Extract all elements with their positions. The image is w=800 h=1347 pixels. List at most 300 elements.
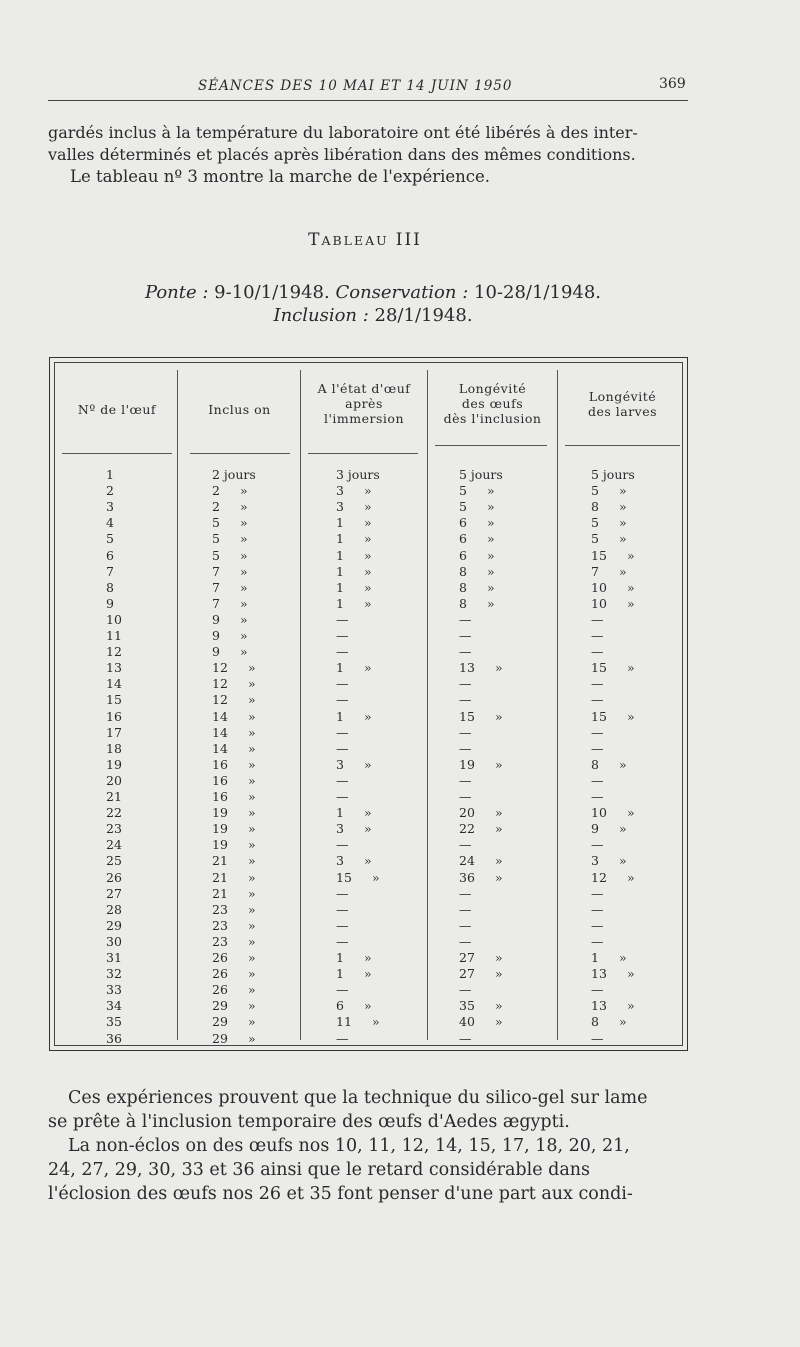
egg-state-cell: 1 [336,531,344,547]
ditto-mark: » [487,515,495,531]
egg-longevity-cell: 22 [459,821,475,837]
ditto-mark: » [240,515,248,531]
egg-number-cell: 31 [106,950,122,965]
ditto-mark: » [240,611,248,627]
egg-longevity-cell: — [459,628,472,643]
running-title: SÉANCES DES 10 MAI ET 14 JUIN 1950 [198,78,513,94]
egg-state-cell: — [336,644,349,660]
ponte-label: Ponte : [144,282,209,303]
ditto-mark: » [487,547,495,563]
ditto-mark: » [495,756,503,772]
ditto-mark: » [240,531,248,547]
ditto-mark: » [248,756,256,772]
ditto-mark: » [364,499,372,515]
ditto-mark: » [364,853,372,869]
larva-longevity-cell: — [591,676,604,692]
table-title [0,230,730,250]
egg-state-cell: 3 [336,483,344,499]
larva-longevity-cell: — [591,611,604,627]
egg-longevity-cell: 8 [459,563,467,579]
ditto-mark: » [240,595,248,611]
included-on-cell: 14 [212,724,228,740]
header-rule [62,453,172,454]
ditto-mark: » [627,869,635,885]
egg-number-cell: 22 [106,805,122,821]
ditto-mark: » [248,821,256,837]
ditto-mark: » [248,966,256,982]
egg-longevity-cell: — [459,982,472,998]
egg-state-cell: — [336,917,349,933]
egg-longevity-cell: — [459,1030,472,1046]
egg-number-cell: 33 [106,982,122,998]
ditto-mark: » [627,966,635,982]
included-on-cell: 21 [212,869,228,885]
larva-longevity-cell: — [591,724,604,740]
included-on-cell: 26 [212,982,228,998]
ditto-mark: » [627,547,635,563]
egg-longevity-cell: — [459,676,472,692]
egg-longevity-cell: 5 [459,483,467,499]
egg-number-cell: 16 [106,708,122,724]
egg-state-cell: 6 [336,998,344,1014]
ditto-mark: » [495,821,503,837]
egg-number-cell: 27 [106,885,122,901]
closing-line: La non-éclos on des œufs nos 10, 11, 12, 14, 15, 17, 18, 20, 21, [68,1136,630,1156]
egg-state-cell: — [336,740,349,756]
egg-state-cell: 3 [336,821,344,837]
ditto-mark: » [495,708,503,724]
egg-number-cell: 1 [106,467,114,482]
larva-longevity-cell: 5 [591,515,599,531]
ditto-mark: » [248,708,256,724]
ditto-mark: » [364,708,372,724]
closing-line: l'éclosion des œufs nos 26 et 35 font penser d'une part aux condi- [48,1184,633,1204]
egg-state-cell: 1 [336,563,344,579]
egg-longevity-cell: — [459,611,472,627]
larva-longevity-cell: — [591,982,604,998]
ditto-mark: » [240,644,248,660]
larva-longevity-cell: — [591,901,604,917]
inclusion-label: Inclusion : [273,305,369,326]
conservation-value: 10-28/1/1948. [474,282,602,303]
ditto-mark: » [248,917,256,933]
running-head [48,76,688,101]
included-on-cell: 5 [212,547,220,563]
egg-number-cell: 8 [106,579,114,595]
egg-state-cell: 1 [336,708,344,724]
larva-longevity-cell: 3 [591,853,599,869]
ditto-mark: » [248,1014,256,1030]
egg-longevity-cell: — [459,885,472,901]
ditto-mark: » [364,515,372,531]
included-on-cell: 21 [212,885,228,901]
included-on-cell: 7 [212,595,220,611]
included-on-cell: 26 [212,966,228,982]
included-on-cell: 16 [212,756,228,772]
included-on-cell: 7 [212,579,220,595]
egg-state-cell: 3 [336,499,344,515]
header-egg-number: Nº de l'œuf [77,402,157,417]
egg-longevity-cell: — [459,644,472,660]
ditto-mark: » [619,531,627,547]
ditto-mark: » [495,950,503,965]
egg-number-cell: 21 [106,789,122,804]
ditto-mark: » [627,998,635,1014]
inclusion-value: 28/1/1948. [374,305,473,326]
included-on-cell: 29 [212,1030,228,1046]
included-on-cell: 19 [212,805,228,821]
egg-state-cell: — [336,628,349,643]
header-rule [308,453,418,454]
egg-longevity-cell: — [459,933,472,949]
ditto-mark: » [248,950,256,965]
egg-number-cell: 4 [106,515,114,531]
ditto-mark: » [619,1014,627,1030]
egg-longevity-cell: — [459,740,472,756]
ditto-mark: » [248,869,256,885]
included-on-cell: 9 [212,644,220,660]
ditto-mark: » [372,1014,380,1030]
egg-state-cell: — [336,676,349,692]
ditto-mark: » [487,499,495,515]
ditto-mark: » [487,563,495,579]
included-on-cell: 26 [212,950,228,965]
page-number: 369 [659,76,686,92]
egg-longevity-cell: 24 [459,853,475,869]
intro-line: valles déterminés et placés après libération dans des mêmes conditions. [48,145,636,164]
ditto-mark: » [495,869,503,885]
ditto-mark: » [627,579,635,595]
larva-longevity-cell: 9 [591,821,599,837]
larva-longevity-cell: 8 [591,756,599,772]
ditto-mark: » [364,805,372,821]
ditto-mark: » [495,660,503,676]
egg-longevity-cell: — [459,692,472,708]
ditto-mark: » [364,821,372,837]
egg-longevity-cell: 6 [459,531,467,547]
closing-line: Ces expériences prouvent que la technique du silico-gel sur lame [68,1088,648,1108]
ditto-mark: » [240,483,248,499]
egg-longevity-cell: 8 [459,595,467,611]
larva-longevity-cell: — [591,933,604,949]
egg-number-cell: 5 [106,531,114,547]
header-larva-longevity: Longévité des larves [587,389,658,419]
egg-number-cell: 14 [106,676,122,692]
included-on-cell: 23 [212,933,228,949]
included-on-cell: 19 [212,837,228,853]
ditto-mark: » [364,756,372,772]
ditto-mark: » [619,499,627,515]
column-divider [177,370,178,1040]
ditto-mark: » [495,1014,503,1030]
egg-number-cell: 36 [106,1030,122,1046]
egg-state-cell: — [336,611,349,627]
larva-longevity-cell: 15 [591,547,607,563]
egg-longevity-cell: — [459,917,472,933]
ditto-mark: » [364,966,372,982]
larva-longevity-cell: 5 [591,531,599,547]
larva-longevity-cell: 10 [591,595,607,611]
egg-longevity-cell: 35 [459,998,475,1014]
table-title-cap: T [308,230,322,250]
egg-number-cell: 3 [106,499,114,515]
ditto-mark: » [364,531,372,547]
larva-longevity-cell: — [591,885,604,901]
included-on-cell: 5 [212,531,220,547]
egg-state-cell: 1 [336,660,344,676]
ditto-mark: » [364,660,372,676]
egg-number-cell: 26 [106,869,122,885]
column-divider [300,370,301,1040]
egg-state-cell: — [336,933,349,949]
egg-state-cell: — [336,1030,349,1046]
egg-longevity-cell: 5 [459,499,467,515]
ditto-mark: » [619,563,627,579]
intro-paragraph [48,122,693,188]
egg-longevity-cell: 20 [459,805,475,821]
larva-longevity-cell: — [591,740,604,756]
ditto-mark: » [248,853,256,869]
header-egg-state: A l'état d'œuf après l'immersion [317,381,411,426]
included-on-cell: 29 [212,998,228,1014]
egg-longevity-cell: — [459,837,472,853]
ditto-mark: » [627,805,635,821]
ditto-mark: » [248,885,256,901]
ditto-mark: » [364,595,372,611]
egg-longevity-cell: — [459,724,472,740]
larva-longevity-cell: 12 [591,869,607,885]
included-on-cell: 12 [212,692,228,708]
larva-longevity-cell: — [591,917,604,933]
egg-number-cell: 23 [106,821,122,837]
included-on-cell: 9 [212,628,220,643]
egg-state-cell: 15 [336,869,352,885]
egg-state-cell: — [336,837,349,853]
ditto-mark: » [364,950,372,965]
ditto-mark: » [248,933,256,949]
ditto-mark: » [248,789,256,804]
ditto-mark: » [248,740,256,756]
egg-state-cell: 3 [336,756,344,772]
ditto-mark: » [627,595,635,611]
egg-longevity-cell: 8 [459,579,467,595]
conservation-label: Conservation : [335,282,469,303]
egg-state-cell: 1 [336,547,344,563]
larva-longevity-cell: — [591,837,604,853]
included-on-cell: 2 [212,483,220,499]
egg-state-cell: — [336,982,349,998]
header-rule [565,445,680,446]
egg-state-cell: — [336,885,349,901]
ditto-mark: » [240,563,248,579]
larva-longevity-cell: — [591,628,604,643]
included-on-cell: 12 [212,660,228,676]
ditto-mark: » [364,579,372,595]
ditto-mark: » [248,805,256,821]
ditto-mark: » [627,708,635,724]
included-on-cell: 16 [212,789,228,804]
ditto-mark: » [248,772,256,788]
egg-number-cell: 32 [106,966,122,982]
larva-longevity-cell: 7 [591,563,599,579]
included-on-cell: 14 [212,740,228,756]
header-rule [435,445,547,446]
egg-number-cell: 9 [106,595,114,611]
egg-number-cell: 11 [106,628,122,643]
ditto-mark: » [619,483,627,499]
egg-number-cell: 19 [106,756,122,772]
included-on-cell: 14 [212,708,228,724]
egg-number-cell: 30 [106,933,122,949]
included-on-cell: 23 [212,917,228,933]
larva-longevity-cell: 10 [591,805,607,821]
included-on-cell: 7 [212,563,220,579]
table-title-numeral: III [395,230,422,250]
egg-number-cell: 17 [106,724,122,740]
larva-longevity-cell: 15 [591,708,607,724]
included-on-cell: 2 jours [212,467,256,482]
ditto-mark: » [240,499,248,515]
ditto-mark: » [619,853,627,869]
ditto-mark: » [495,853,503,869]
egg-state-cell: 1 [336,966,344,982]
egg-longevity-cell: 27 [459,950,475,965]
egg-longevity-cell: 19 [459,756,475,772]
egg-longevity-cell: — [459,901,472,917]
larva-longevity-cell: 13 [591,998,607,1014]
egg-longevity-cell: 6 [459,547,467,563]
larva-longevity-cell: — [591,772,604,788]
ditto-mark: » [248,724,256,740]
egg-number-cell: 6 [106,547,114,563]
egg-longevity-cell: 36 [459,869,475,885]
table-title-rest: ABLEAU [321,233,389,248]
egg-longevity-cell: — [459,772,472,788]
ditto-mark: » [248,837,256,853]
larva-longevity-cell: — [591,789,604,804]
larva-longevity-cell: 5 jours [591,467,635,482]
ditto-mark: » [248,692,256,708]
ditto-mark: » [487,579,495,595]
ditto-mark: » [619,756,627,772]
egg-number-cell: 15 [106,692,122,708]
included-on-cell: 5 [212,515,220,531]
header-included-on: Inclus on [208,402,271,417]
ditto-mark: » [487,595,495,611]
ditto-mark: » [364,563,372,579]
egg-longevity-cell: — [459,789,472,804]
ditto-mark: » [619,821,627,837]
larva-longevity-cell: — [591,1030,604,1046]
included-on-cell: 21 [212,853,228,869]
larva-longevity-cell: 5 [591,483,599,499]
column-divider [427,370,428,1040]
egg-number-cell: 18 [106,740,122,756]
included-on-cell: 16 [212,772,228,788]
egg-state-cell: — [336,692,349,708]
closing-paragraph [48,1086,708,1206]
egg-longevity-cell: 5 jours [459,467,503,482]
egg-longevity-cell: 13 [459,660,475,676]
ditto-mark: » [627,660,635,676]
ditto-mark: » [248,1030,256,1046]
ditto-mark: » [495,805,503,821]
ditto-mark: » [248,982,256,998]
egg-number-cell: 34 [106,998,122,1014]
ditto-mark: » [240,579,248,595]
ditto-mark: » [364,998,372,1014]
ditto-mark: » [364,483,372,499]
egg-state-cell: 1 [336,950,344,965]
egg-state-cell: — [336,901,349,917]
header-egg-longevity: Longévité des œufs dès l'inclusion [443,381,542,426]
closing-line: 24, 27, 29, 30, 33 et 36 ainsi que le retard considérable dans [48,1160,591,1180]
egg-number-cell: 29 [106,917,122,933]
egg-number-cell: 10 [106,611,122,627]
egg-number-cell: 12 [106,644,122,660]
egg-state-cell: — [336,789,349,804]
ponte-value: 9-10/1/1948. [214,282,330,303]
data-table [49,357,688,1051]
ditto-mark: » [619,515,627,531]
header-rule [190,453,290,454]
ditto-mark: » [495,998,503,1014]
egg-state-cell: 11 [336,1014,352,1030]
egg-state-cell: — [336,724,349,740]
ditto-mark: » [487,483,495,499]
larva-longevity-cell: — [591,692,604,708]
egg-number-cell: 35 [106,1014,122,1030]
egg-longevity-cell: 40 [459,1014,475,1030]
included-on-cell: 12 [212,676,228,692]
intro-line: gardés inclus à la température du laboratoire ont été libérés à des inter- [48,123,638,142]
egg-number-cell: 28 [106,901,122,917]
included-on-cell: 29 [212,1014,228,1030]
larva-longevity-cell: 15 [591,660,607,676]
ditto-mark: » [240,547,248,563]
larva-longevity-cell: 8 [591,499,599,515]
egg-state-cell: — [336,772,349,788]
included-on-cell: 23 [212,901,228,917]
closing-line: se prête à l'inclusion temporaire des œufs d'Aedes ægypti. [48,1112,570,1132]
egg-state-cell: 1 [336,515,344,531]
larva-longevity-cell: 10 [591,579,607,595]
larva-longevity-cell: 1 [591,950,599,965]
ditto-mark: » [240,628,248,643]
ditto-mark: » [619,950,627,965]
ponte-line [0,282,746,303]
egg-number-cell: 24 [106,837,122,853]
included-on-cell: 9 [212,611,220,627]
egg-state-cell: 1 [336,595,344,611]
intro-line: Le tableau nº 3 montre la marche de l'expérience. [70,167,491,186]
egg-longevity-cell: 6 [459,515,467,531]
egg-number-cell: 13 [106,660,122,676]
ditto-mark: » [248,901,256,917]
egg-number-cell: 2 [106,483,114,499]
egg-state-cell: 1 [336,579,344,595]
ditto-mark: » [495,966,503,982]
ditto-mark: » [248,998,256,1014]
ditto-mark: » [487,531,495,547]
egg-number-cell: 25 [106,853,122,869]
egg-state-cell: 3 [336,853,344,869]
larva-longevity-cell: 13 [591,966,607,982]
table-inner-frame [54,362,683,1046]
inclusion-line [0,305,746,326]
egg-state-cell: 1 [336,805,344,821]
egg-number-cell: 20 [106,772,122,788]
